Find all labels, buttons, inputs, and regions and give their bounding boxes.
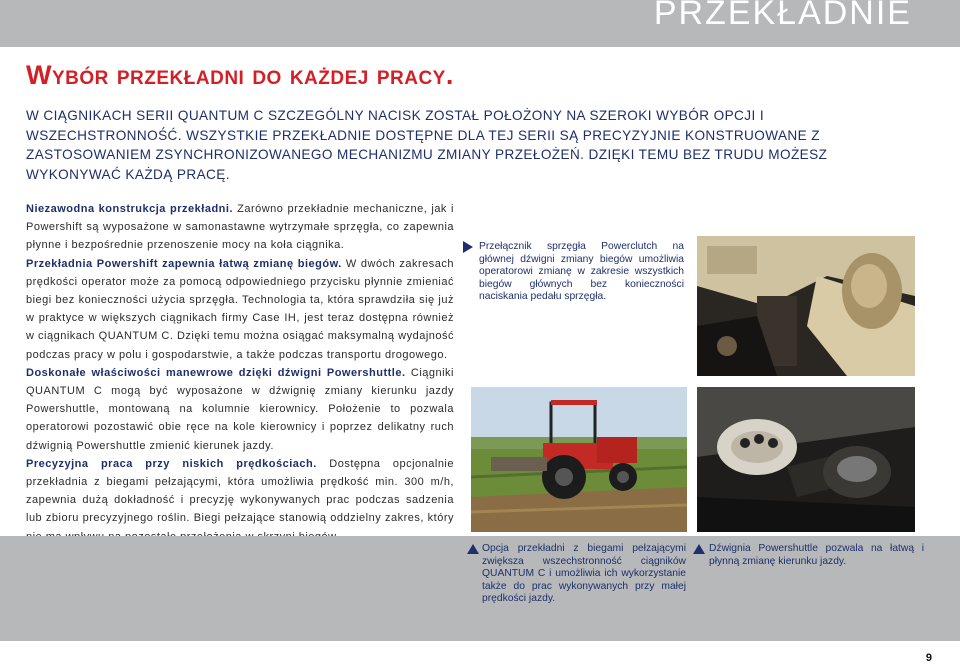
section-title: PRZEKŁADNIE bbox=[653, 0, 912, 32]
caption-powerclutch: Przełącznik sprzęgła Powerclutch na głównej dźwigni zmiany biegów umożliwia operatorowi zmianę w zakresie wszystkich biegów głównych bez konieczności naciskania pedału sprzęgła. bbox=[479, 241, 684, 302]
paragraph-lead: Doskonałe właściwości manewrowe dzięki dźwigni Powershuttle. bbox=[26, 366, 406, 379]
intro-paragraph: W CIĄGNIKACH SERII QUANTUM C SZCZEGÓLNY NACISK ZOSTAŁ POŁOŻONY NA SZEROKI WYBÓR OPCJI I WSZECHSTRONNOŚĆ. WSZYSTKIE PRZEKŁADNIE DOSTĘPNE DLA TEJ SERII SĄ PRECYZYJNIE KONSTRUOWANE Z ZASTOSOWANIEM ZSYNCHRONIZOWANEGO MECHANIZMU ZMIANY PRZEŁOŻEŃ. DZIĘKI TEMU BEZ TRUDU MOŻESZ WYKONYWAĆ KAŻDĄ PRACĘ. bbox=[26, 108, 828, 182]
caption-creeper: Opcja przekładni z biegami pełzającymi zwiększa wszechstronność ciągników QUANTUM C i umożliwia ich wykorzystanie także do prac wykonywanych przy małej prędkości jazdy. bbox=[482, 543, 686, 604]
paragraph-creeper bbox=[26, 455, 454, 546]
caption-powershuttle: Dźwignia Powershuttle pozwala na łatwą i płynną zmianę kierunku jazdy. bbox=[709, 543, 924, 567]
photo-gear-lever bbox=[697, 236, 915, 376]
photo-tractor-field bbox=[471, 387, 687, 532]
header-band bbox=[0, 0, 960, 47]
page-headline: Wybór przekładni do każdej pracy. bbox=[26, 60, 454, 90]
photo-powershuttle-lever bbox=[697, 387, 915, 532]
paragraph-text: Dostępna opcjonalnie przekładnia z biegami pełzającymi, która umożliwia prędkość min. 300 m/h, zapewnia dużą dokładność i precyzję wykonywanych prac podczas sadzenia lub zbioru precyzyjnego roślin. Biegi pełzające stanowią oddzielny zakres, który bbox=[26, 457, 454, 525]
caption-arrow-icon bbox=[693, 544, 705, 554]
paragraph-powershift bbox=[26, 255, 454, 364]
paragraph-lead: Precyzyjna praca przy niskich prędkościach. bbox=[26, 457, 317, 470]
paragraph-text: Zarówno przekładnie mechaniczne, jak i Powershift są wyposażone w samonastawne wytrzymałe sprzęgła, co zapewnia płynne i bezpośrednie przenoszenie mocy na koła ciągnika. bbox=[26, 203, 454, 252]
paragraph-powershuttle bbox=[26, 364, 454, 455]
caption-arrow-icon bbox=[467, 544, 479, 554]
paragraph-construction bbox=[26, 200, 454, 255]
body-text bbox=[26, 200, 454, 546]
paragraph-text: Ciągniki QUANTUM C mogą być wyposażone w dźwignię zmiany kierunku jazdy Powershuttle, montowaną na kolumnie kierownicy. Położenie to pozwala operatorowi pozostawić obie ręce na kole kierownicy i poprzez delikatny ruch dźwignią Powershuttle zmienić kierunek jazdy. bbox=[26, 366, 455, 452]
paragraph-lead: Niezawodna konstrukcja przekładni. bbox=[26, 203, 233, 215]
caption-arrow-icon bbox=[463, 241, 473, 253]
page-number: 9 bbox=[925, 652, 932, 664]
paragraph-lead: Przekładnia Powershift zapewnia łatwą zmianę biegów. bbox=[26, 257, 342, 270]
paragraph-text: W dwóch zakresach prędkości operator może za pomocą odpowiedniego przycisku płynnie zmieniać biegi bez konieczności użycia sprzęgła. Technologia ta, która sprawdziła się już w praktyce w większych ciągnikach firmy Case IH, jest teraz dostępna również w ciągnikach QUANTUM C. Dzięki temu można osiągać maksymalną wydajność podczas pracy w polu i gospodarstwie, a także podczas transportu drogowego. bbox=[26, 257, 454, 361]
